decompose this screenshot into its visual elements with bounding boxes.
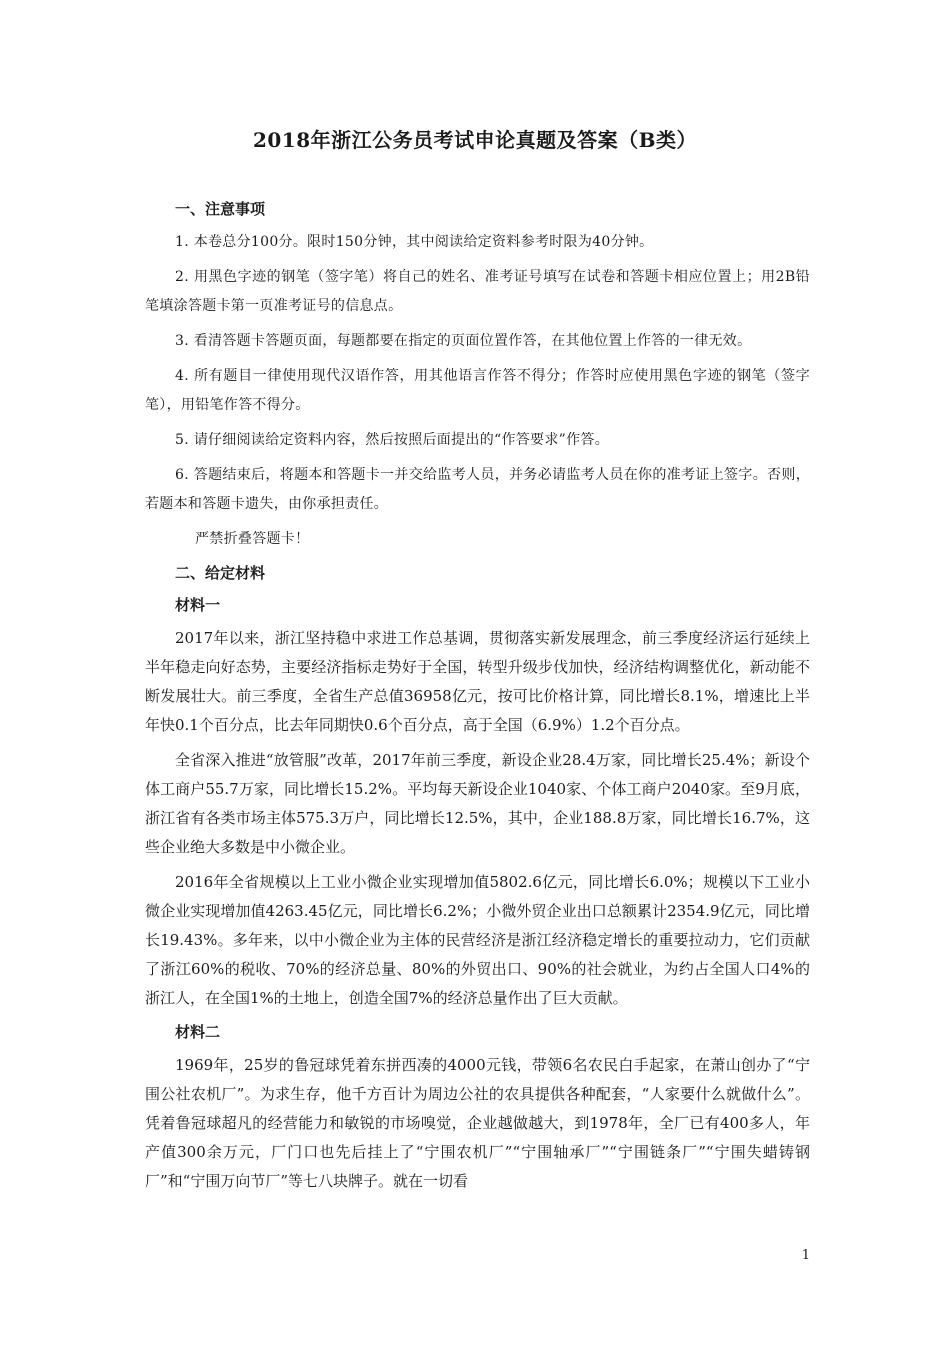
notice-warning: 严禁折叠答题卡！	[195, 531, 310, 547]
materials-heading: 二、给定材料	[175, 564, 266, 582]
material-two-paragraph: 1969年，25岁的鲁冠球凭着东拼西凑的4000元钱，带领6名农民白手起家，在萧山创办了“宁围公社农机厂”。为求生存，他千方百计为周边公社的农具提供各种配套，“人家要什么就做什么”。凭着鲁冠球超凡的经营能力和敏锐的市场嗅觉，企业越做越大，到1978年，全厂已有400多人，年产值300余万元，厂门口也先后挂上了“宁围农机厂”“宁围轴承厂”“宁围链条厂”“宁围失蜡铸钢厂”和“宁围万向节厂”等七八块牌子。就在一切看	[145, 1056, 810, 1190]
notice-section	[145, 196, 810, 554]
notice-item: 5. 请仔细阅读给定资料内容，然后按照后面提出的“作答要求”作答。	[175, 432, 610, 448]
material-one-paragraph: 2017年以来，浙江坚持稳中求进工作总基调，贯彻落实新发展理念，前三季度经济运行延续上半年稳走向好态势，主要经济指标走势好于全国，转型升级步伐加快，经济结构调整优化，新动能不断发展壮大。前三季度，全省生产总值36958亿元，按可比价格计算，同比增长8.1%，增速比上半年快0.1个百分点，比去年同期快0.6个百分点，高于全国（6.9%）1.2个百分点。	[145, 629, 810, 734]
notice-item: 3. 看清答题卡答题页面，每题都要在指定的页面位置作答，在其他位置上作答的一律无效。	[175, 333, 752, 349]
notice-item: 2. 用黑色字迹的钢笔（签字笔）将自己的姓名、准考证号填写在试卷和答题卡相应位置上；用2B铅笔填涂答题卡第一页准考证号的信息点。	[145, 269, 810, 314]
document-body	[145, 196, 810, 1202]
notice-item: 4. 所有题目一律使用现代汉语作答，用其他语言作答不得分；作答时应使用黑色字迹的钢笔（签字笔），用铅笔作答不得分。	[145, 368, 810, 413]
page-number: 1	[801, 1248, 810, 1263]
document-title: 2018年浙江公务员考试申论真题及答案（B类）	[252, 128, 698, 152]
material-one-paragraph: 全省深入推进“放管服”改革，2017年前三季度，新设企业28.4万家，同比增长25.4%；新设个体工商户55.7万家，同比增长15.2%。平均每天新设企业1040家、个体工商户2040家。至9月底，浙江省有各类市场主体575.3万户，同比增长12.5%，其中，企业188.8万家，同比增长16.7%，这些企业绝大多数是中小微企业。	[145, 751, 810, 856]
materials-section	[145, 560, 810, 1196]
notice-heading: 一、注意事项	[175, 200, 266, 218]
material-one-title: 材料一	[175, 596, 221, 614]
notice-item: 6. 答题结束后，将题本和答题卡一并交给监考人员，并务必请监考人员在你的准考证上签字。否则，若题本和答题卡遗失，由你承担责任。	[145, 467, 810, 512]
material-one-paragraph: 2016年全省规模以上工业小微企业实现增加值5802.6亿元，同比增长6.0%；规模以下工业小微企业实现增加值4263.45亿元，同比增长6.2%；小微外贸企业出口总额累计2354.9亿元，同比增长19.43%。多年来，以中小微企业为主体的民营经济是浙江经济稳定增长的重要拉动力，它们贡献了浙江60%的税收、70%的经济总量、80%的外贸出口、90%的社会就业，为约占全国人口4%的浙江人，在全国1%的土地上，创造全国7%的经济总量作出了巨大贡献。	[145, 873, 810, 1007]
material-two-title: 材料二	[175, 1023, 221, 1041]
notice-item: 1. 本卷总分100分。限时150分钟，其中阅读给定资料参考时限为40分钟。	[175, 234, 654, 250]
